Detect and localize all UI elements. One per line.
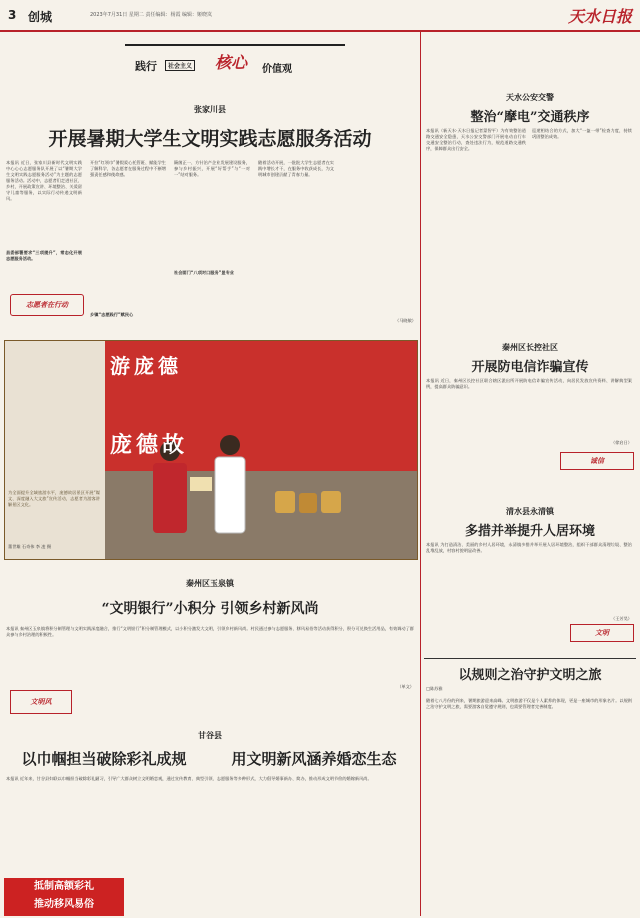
newspaper-logo: 天水日报 <box>567 7 632 26</box>
article1-kicker: 张家川县 <box>194 104 226 114</box>
article1-headline: 开展暑期大学生文明实践志愿服务活动 <box>48 128 372 150</box>
right2-byline: （徐启日） <box>611 440 632 445</box>
right1-body: 本报讯（新天水·天水日报记者蒙智平）为有效整治道路交通安全隐患，天水公安交警部门开展电动自行车交通安全整治行动，查处违法行为，规范道路交通秩序，保障群众出行安全。 <box>426 128 526 151</box>
photo-sign-top: 游庞德 <box>110 354 182 378</box>
right3-body: 本报讯 为打造清洁、美丽的乡村人居环境，永清镇多措并举开展人居环境整治，组织干部群众清理垃圾、整治乱堆乱放，村容村貌明显改善。 <box>426 542 632 553</box>
photo-credit: 董世雄 石奇伟 李 凌 摄 <box>8 544 52 549</box>
article1-col3: 簸菌正一、方针治产企业发展建设服务，参与乡村振兴，开展“好帮手”与“一对一”结对服务。 <box>174 160 250 177</box>
page-number: 3 <box>8 8 17 22</box>
right2-stamp: 诚信 <box>560 452 634 470</box>
right1-kicker: 天水公安交警 <box>506 92 554 102</box>
article3-kicker: 甘谷县 <box>198 730 222 740</box>
right3-kicker: 清水县永清镇 <box>506 506 554 516</box>
right2-headline: 开展防电信诈骗宣传 <box>471 360 589 375</box>
article3-body: 本报讯 近年来，甘谷县妇联以巾帼担当破除彩礼陋习，引导广大群众树立文明婚恋观，通过宣传教育、典型引领、志愿服务等多种形式，大力倡导婚事新办、简办，推动形成文明节俭的婚嫁新风尚。 <box>6 776 372 781</box>
photo-caption: 为全面提升全域旅游水平，庞德故居景区开展“媒文、深度融入大文旅”宣传活动，志愿者为游客讲解景区文化。 <box>8 490 100 507</box>
callout-line2: 推动移风易俗 <box>34 899 94 910</box>
callout-line1: 抵制高额彩礼 <box>34 881 94 892</box>
banner-core: 核心 <box>215 53 248 72</box>
article2-stamp: 文明风 <box>10 690 72 714</box>
photo-sign-bottom: 庞德故 <box>110 432 189 458</box>
right1-body-cont: 巡逻相结合的方式，加大“一盔一带”检查力度，持续巩固整治成效。 <box>532 128 632 139</box>
right4-body: 随着七八月份的到来，暑期旅游迎来高峰。文明旅游不仅是个人素养的体现，更是一座城市的形象名片。以规则之治守护文明之旅，需要游客自觉遵守规则，也需要管理者完善制度。 <box>426 698 632 709</box>
article1-col4: 随着活动开展，一批批大学生志愿者在实践中增长才干，在服务中收获成长，为文明城市创建贡献了青春力量。 <box>258 160 334 177</box>
callout-box <box>4 878 124 916</box>
right2-body: 本报讯 近日，秦州区长控社区联合辖区派出所开展防电信诈骗宣传活动，向居民发放宣传资料、讲解典型案例，提高群众防骗意识。 <box>426 378 632 389</box>
right3-headline: 多措并举提升人居环境 <box>464 524 595 539</box>
article2-body: 本报讯 秦州区玉泉镇将积分制管理与文明实践深度融合，推行“文明银行”积分制管理模式，以小积分激发大文明，引领乡村新风尚。村民通过参与志愿服务、移风易俗等活动获得积分，积分可兑换生活用品，有效调动了群众参与乡村治理的积极性。 <box>6 626 414 637</box>
article2-headline: “文明银行”小积分 引领乡村新风尚 <box>101 601 319 617</box>
article1-col3-subhead: 社会面门“八项对口服务”显专业 <box>174 270 234 275</box>
right4-headline: 以规则之治守护文明之旅 <box>458 668 602 683</box>
column-divider <box>420 32 421 916</box>
right3-stamp: 文明 <box>570 624 634 642</box>
article1-col1: 本报讯 近日，张家川县新时代文明实践中心心心志愿服务队开展了以“暑期大学生文明实践志愿服务活动”为主题的志愿服务活动。活动中，志愿者们走进社区、乡村，开展政策宣讲、环境整治、关爱留守儿童等服务，以实际行动传递文明新风。 <box>6 160 82 201</box>
article3-headline-right: 用文明新风涵养婚恋生态 <box>231 750 397 768</box>
article1-col1-subhead: 县委部署要求“三项提升”，常态化开展志愿服务活动。 <box>6 250 82 261</box>
article1-col2-subhead: 乡镇“志愿践行”赋民心 <box>90 312 134 317</box>
article3-headline-left: 以巾帼担当破除彩礼成规 <box>21 750 187 768</box>
volunteer-stamp: 志愿者在行动 <box>10 294 84 316</box>
page-meta: 2023年7月31日 星期二 责任编辑：杨霞 编辑：姬晓岚 <box>90 12 213 18</box>
article1-col2: 开拉“红领巾”暑假爱心托管班、赋能学生了解科学，各志愿者在服务过程中不断增强责任感和使命感。 <box>90 160 166 177</box>
page-name: 创城 <box>28 10 53 24</box>
right1-headline: 整治“摩电”交通秩序 <box>470 110 590 125</box>
article2-byline: （单文） <box>397 684 414 689</box>
banner-left: 践行 <box>135 60 157 73</box>
right4-author: □陈苏雅 <box>426 686 443 691</box>
article2-kicker: 秦州区玉泉镇 <box>186 578 234 588</box>
right4-rule <box>424 658 636 659</box>
banner-middle: 社会主义 <box>165 60 195 71</box>
right2-kicker: 秦州区长控社区 <box>502 342 558 352</box>
article1-byline: （马晓敏） <box>395 318 416 323</box>
banner-right: 价值观 <box>262 64 292 75</box>
right3-byline: （王芳昊） <box>611 616 632 621</box>
